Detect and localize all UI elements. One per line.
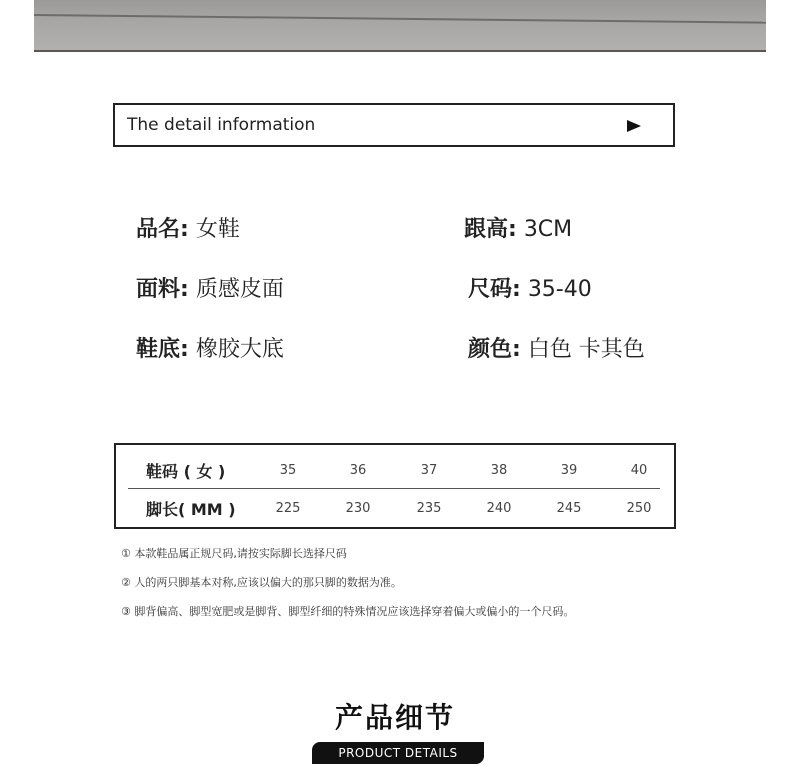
foot-length-cell: 225 bbox=[275, 501, 301, 516]
size-note-1: ① 本款鞋品属正规尺码,请按实际脚长选择尺码 bbox=[121, 547, 347, 560]
foot-length-cell: 235 bbox=[416, 501, 442, 516]
product-details-badge: PRODUCT DETAILS bbox=[312, 742, 484, 764]
size-cell: 38 bbox=[490, 463, 508, 478]
foot-length-cell: 250 bbox=[626, 501, 652, 516]
spec-color bbox=[468, 332, 645, 363]
spec-material-key: 面料: bbox=[136, 277, 189, 302]
spec-color-value: 白色 卡其色 bbox=[527, 337, 645, 362]
play-arrow-icon bbox=[627, 120, 641, 132]
foot-length-row-label: 脚长( MM ) bbox=[146, 500, 236, 519]
spec-material-value: 质感皮面 bbox=[195, 277, 284, 302]
spec-name bbox=[136, 212, 240, 243]
photo-bottom-edge bbox=[34, 50, 766, 52]
spec-heel-key: 跟高: bbox=[464, 217, 517, 242]
size-chart-table bbox=[114, 443, 676, 529]
spec-name-key: 品名: bbox=[136, 217, 189, 242]
spec-size bbox=[468, 272, 592, 303]
product-photo-strip bbox=[34, 0, 766, 52]
spec-size-key: 尺码: bbox=[468, 277, 521, 302]
size-row bbox=[116, 451, 674, 487]
photo-edge-line bbox=[34, 14, 766, 24]
foot-length-cell: 230 bbox=[345, 501, 371, 516]
product-details-title: 产品细节 bbox=[334, 701, 455, 734]
size-cell: 40 bbox=[630, 463, 648, 478]
spec-color-key: 颜色: bbox=[468, 337, 521, 362]
size-note-2: ② 人的两只脚基本对称,应该以偏大的那只脚的数据为准。 bbox=[121, 576, 402, 589]
foot-length-cell: 245 bbox=[556, 501, 582, 516]
detail-information-title: The detail information bbox=[127, 115, 316, 135]
spec-size-value: 35-40 bbox=[527, 277, 592, 302]
size-cell: 39 bbox=[560, 463, 578, 478]
spec-name-value: 女鞋 bbox=[195, 217, 240, 242]
spec-heel bbox=[464, 212, 572, 243]
detail-information-header bbox=[113, 103, 675, 147]
size-cell: 37 bbox=[420, 463, 438, 478]
foot-length-row bbox=[116, 489, 674, 525]
foot-length-cell: 240 bbox=[486, 501, 512, 516]
spec-heel-value: 3CM bbox=[523, 217, 573, 242]
spec-sole-value: 橡胶大底 bbox=[195, 337, 284, 362]
size-note-3: ③ 脚背偏高、脚型宽肥或是脚背、脚型纤细的特殊情况应该选择穿着偏大或偏小的一个尺码。 bbox=[121, 605, 575, 618]
size-cell: 35 bbox=[279, 463, 297, 478]
spec-sole bbox=[136, 332, 284, 363]
spec-sole-key: 鞋底: bbox=[136, 337, 189, 362]
size-row-label: 鞋码 ( 女 ) bbox=[146, 462, 226, 481]
spec-material bbox=[136, 272, 284, 303]
size-cell: 36 bbox=[349, 463, 367, 478]
